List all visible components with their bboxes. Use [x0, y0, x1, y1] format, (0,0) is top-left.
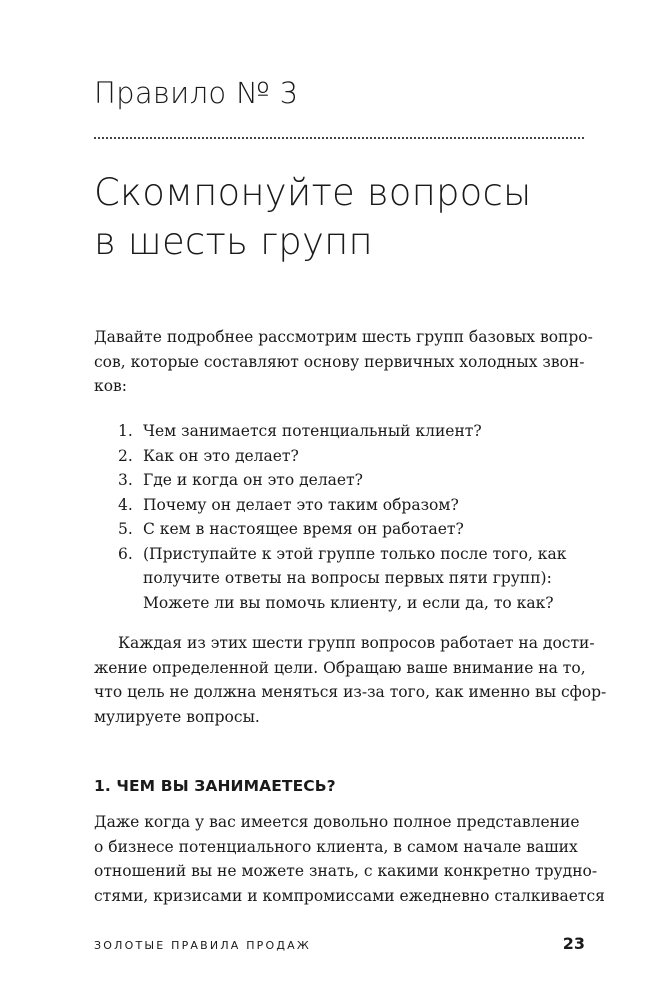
chapter-title-line: в шесть групп	[94, 220, 373, 263]
list-item-text: С кем в настоящее время он работает?	[143, 520, 464, 538]
list-item-text: Как он это делает?	[143, 446, 299, 465]
list-item	[94, 517, 586, 542]
chapter-title-line: Скомпонуйте вопросы	[94, 171, 532, 214]
question-list	[94, 419, 586, 615]
second-paragraph	[94, 631, 607, 729]
list-item	[94, 468, 586, 493]
list-item	[94, 542, 586, 616]
list-item	[94, 419, 586, 444]
paragraph-line: Давайте подробнее рассмотрим шесть групп базовых вопро-	[94, 328, 593, 346]
chapter-title	[94, 168, 594, 266]
paragraph-line: о бизнесе потенциального клиента, в самом начале ваших	[94, 837, 578, 856]
list-item-text: (Приступайте к этой группе только после того, как	[143, 544, 567, 563]
list-item-text: Где и когда он это делает?	[143, 471, 363, 489]
paragraph-line: жение определенной цели. Обращаю ваше внимание на то,	[94, 658, 586, 677]
paragraph-line: ков:	[94, 377, 127, 395]
paragraph-line: отношений вы не можете знать, с какими конкретно трудно-	[94, 862, 598, 880]
list-item-number: 4.	[118, 495, 133, 514]
list-item-text: получите ответы на вопросы первых пяти групп):	[143, 569, 552, 587]
list-item-number: 5.	[118, 520, 133, 538]
dotted-divider	[94, 137, 584, 139]
list-item-number: 6.	[118, 544, 133, 563]
list-item-text: Почему он делает это таким образом?	[143, 495, 459, 514]
list-item-number: 1.	[118, 422, 133, 440]
section-paragraph	[94, 810, 605, 908]
running-footer-title: ЗОЛОТЫЕ ПРАВИЛА ПРОДАЖ	[94, 939, 311, 952]
list-item-number: 3.	[118, 471, 133, 489]
paragraph-line: мулируете вопросы.	[94, 707, 260, 726]
list-item-number: 2.	[118, 446, 133, 465]
paragraph-line: Даже когда у вас имеется довольно полное представление	[94, 813, 580, 831]
page-number: 23	[562, 934, 585, 953]
paragraph-line: Каждая из этих шести групп вопросов работает на дости-	[118, 634, 595, 652]
list-item-text: Можете ли вы помочь клиенту, и если да, то как?	[143, 593, 554, 612]
paragraph-line: сов, которые составляют основу первичных холодных звон-	[94, 352, 585, 371]
list-item	[94, 444, 586, 469]
list-item	[94, 493, 586, 518]
paragraph-line: что цель не должна меняться из-за того, как именно вы сфор-	[94, 683, 607, 701]
list-item-text: Чем занимается потенциальный клиент?	[143, 422, 482, 440]
intro-paragraph	[94, 325, 593, 399]
section-heading: 1. ЧЕМ ВЫ ЗАНИМАЕТЕСЬ?	[94, 777, 336, 795]
rule-label: Правило № 3	[94, 76, 299, 110]
paragraph-line: стями, кризисами и компромиссами ежедневно сталкивается	[94, 886, 605, 905]
